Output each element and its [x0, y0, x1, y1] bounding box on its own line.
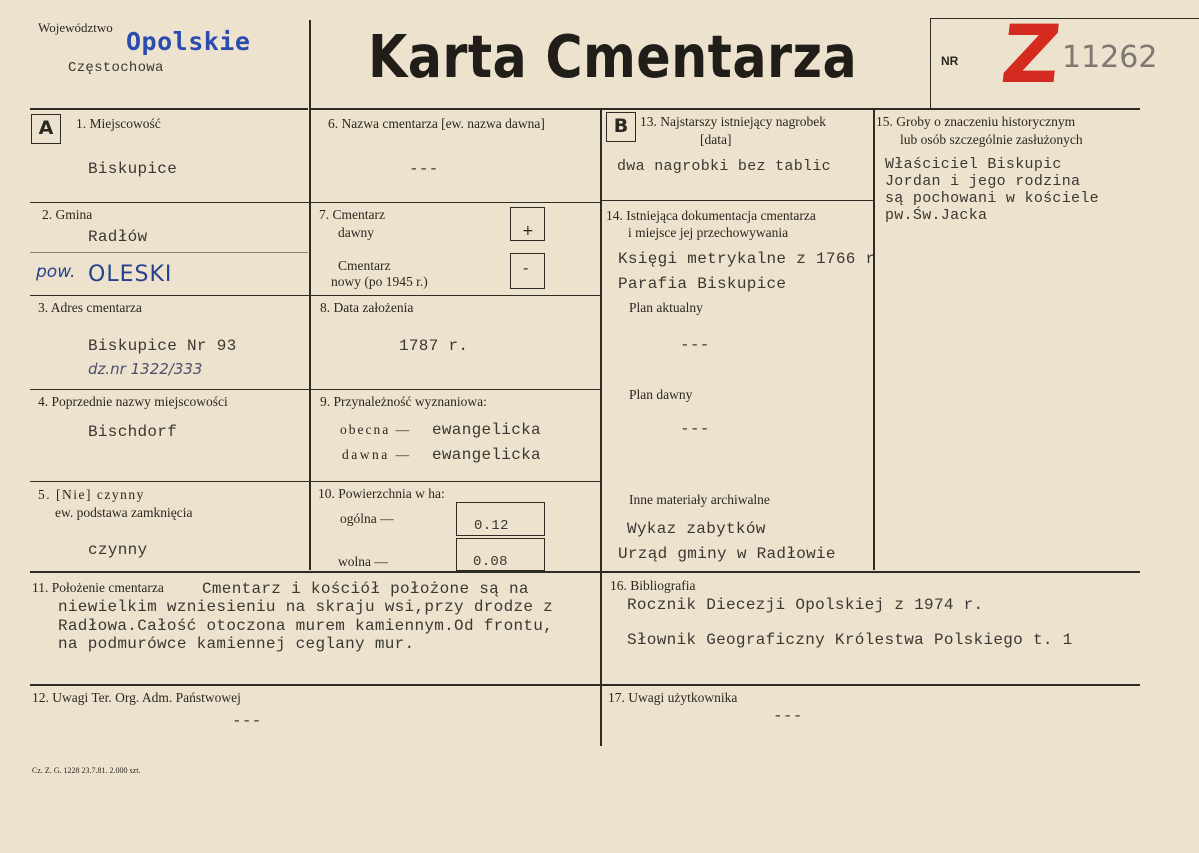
field14-plan-dawny: Plan dawny [629, 387, 693, 402]
wojewodztwo-label: Województwo [38, 20, 113, 35]
field10-wolna-value: 0.08 [473, 554, 508, 570]
field14-plan-dawny-value: --- [680, 420, 710, 438]
field2-pow-value: OLESKI [88, 262, 173, 287]
field14-inne: Inne materiały archiwalne [629, 492, 770, 507]
divider-nr-box-top [930, 18, 1199, 19]
divider-header-mid [311, 108, 601, 110]
field9-obecna-label: obecna — [340, 422, 412, 437]
footer-print-note: Cz. Z. G. 1228 23.7.81. 2.000 szt. [32, 766, 141, 775]
section-a-marker: A [31, 114, 61, 144]
field10-ogolna-box [456, 502, 545, 536]
field1-value: Biskupice [88, 160, 178, 178]
field9-dawna-value: ewangelicka [432, 446, 541, 464]
field7-dawny-mark: + [522, 223, 534, 239]
field14-label-line2: i miejsce jej przechowywania [628, 225, 789, 240]
field10-label: 10. Powierzchnia w ha: [318, 486, 445, 501]
field13-label-line1: 13. Najstarszy istniejący nagrobek [640, 114, 826, 129]
field12-value: --- [232, 712, 262, 730]
field11-line3: Radłowa.Całość otoczona murem kamiennym.Od frontu, [58, 617, 554, 635]
field14-plan-aktualny-value: --- [680, 336, 710, 354]
field7-nowy-line2: nowy (po 1945 r.) [331, 274, 428, 289]
field9-dawna-label: dawna — [342, 447, 412, 462]
field17-value: --- [773, 707, 803, 725]
field9-label: 9. Przynależność wyznaniowa: [320, 394, 487, 409]
field14-value-line1: Księgi metrykalne z 1766 r [618, 250, 876, 268]
field12-label: 12. Uwagi Ter. Org. Adm. Państwowej [32, 690, 241, 705]
field16-label: 16. Bibliografia [610, 578, 696, 593]
divider-gmina-pow [30, 252, 308, 253]
field2-pow-label: pow. [36, 262, 76, 282]
divider-row-2 [30, 295, 600, 296]
field6-value: --- [409, 160, 439, 178]
field10-ogolna-value: 0.12 [474, 518, 509, 534]
field11-line1: Cmentarz i kościół położone są na [202, 580, 529, 598]
divider-row-3 [30, 389, 600, 390]
field8-label: 8. Data założenia [320, 300, 414, 315]
field11-line4: na podmurówce kamiennej ceglany mur. [58, 635, 415, 653]
field9-obecna-value: ewangelicka [432, 421, 541, 439]
field3-label: 3. Adres cmentarza [38, 300, 142, 315]
wojewodztwo-stamp: Opolskie [126, 27, 251, 56]
field6-label: 6. Nazwa cmentarza [ew. nazwa dawna] [328, 116, 545, 131]
section-b-marker: B [606, 112, 636, 142]
nr-label: NR [941, 54, 959, 68]
field7-nowy-line1: Cmentarz [338, 258, 391, 273]
divider-row-4 [30, 481, 600, 482]
field11-line2: niewielkim wzniesieniu na skraju wsi,przy drodze z [58, 598, 554, 616]
nr-number: 11262 [1062, 40, 1158, 75]
field16-line1: Rocznik Diecezji Opolskiej z 1974 r. [627, 596, 984, 614]
divider-13-14 [602, 200, 873, 201]
field3-value: Biskupice Nr 93 [88, 337, 237, 355]
field15-line2: Jordan i jego rodzina [885, 173, 1081, 190]
field4-value: Bischdorf [88, 423, 178, 441]
field7-dawny-box [510, 207, 545, 241]
field13-value: dwa nagrobki bez tablic [617, 158, 831, 175]
divider-header-right [602, 108, 1140, 110]
page-title: Karta Cmentarza [368, 22, 858, 91]
divider-vertical-2 [600, 108, 602, 746]
divider-row-5 [30, 571, 1140, 573]
wojewodztwo-typed: Częstochowa [68, 60, 164, 76]
field1-label: 1. Miejscowość [76, 116, 161, 131]
nr-letter: Z [997, 8, 1065, 101]
field10-wolna-label: wolna — [338, 554, 388, 569]
field5-sublabel: ew. podstawa zamknięcia [55, 505, 193, 520]
field14-inne-line1: Wykaz zabytków [627, 520, 766, 538]
divider-nr-box-left [930, 18, 931, 108]
field4-label: 4. Poprzednie nazwy miejscowości [38, 394, 228, 409]
divider-header-left [30, 108, 308, 110]
field14-label-line1: 14. Istniejąca dokumentacja cmentarza [606, 208, 816, 223]
field10-wolna-box [456, 538, 545, 571]
field15-line4: pw.Św.Jacka [885, 207, 988, 224]
field14-inne-line2: Urząd gminy w Radłowie [618, 545, 836, 563]
field2-label: 2. Gmina [42, 207, 93, 222]
divider-row-6 [30, 684, 1140, 686]
field7-label: 7. Cmentarz [319, 207, 385, 222]
field15-label-line1: 15. Groby o znaczeniu historycznym [876, 114, 1076, 129]
field13-label-line2: [data] [700, 132, 732, 147]
field2-value: Radłów [88, 228, 148, 246]
field7-nowy-box [510, 253, 545, 289]
field7-dawny: dawny [338, 225, 374, 240]
field14-value-line2: Parafia Biskupice [618, 275, 787, 293]
divider-vertical-3 [873, 108, 875, 570]
field3-note: dz.nr 1322/333 [88, 360, 203, 378]
field7-nowy-mark: - [523, 259, 529, 277]
field11-label: 11. Położenie cmentarza [32, 580, 164, 595]
divider-row-1 [30, 202, 600, 203]
field16-line2: Słownik Geograficzny Królestwa Polskiego t. 1 [627, 631, 1073, 649]
field5-value: czynny [88, 541, 148, 559]
field17-label: 17. Uwagi użytkownika [608, 690, 738, 705]
field14-plan-aktualny: Plan aktualny [629, 300, 703, 315]
field5-label: 5. [Nie] czynny [38, 487, 145, 502]
field8-value: 1787 r. [399, 337, 469, 355]
field15-line3: są pochowani w kościele [885, 190, 1099, 207]
field15-label-line2: lub osób szczególnie zasłużonych [900, 132, 1083, 147]
field15-line1: Właściciel Biskupic [885, 156, 1062, 173]
field10-ogolna-label: ogólna — [340, 511, 394, 526]
